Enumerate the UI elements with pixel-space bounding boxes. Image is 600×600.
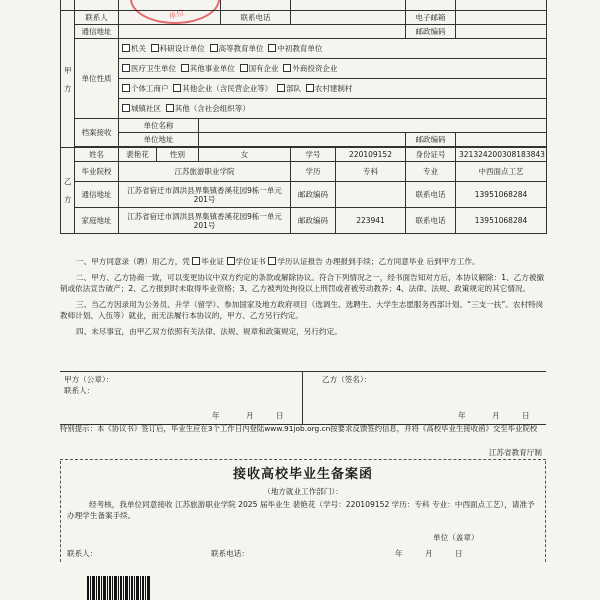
major-value: 中西面点工艺 xyxy=(456,162,547,182)
unit-type-option[interactable]: 其他事业单位 xyxy=(181,64,235,73)
mail-postcode-label: 邮政编码 xyxy=(291,182,336,208)
agreement-clauses xyxy=(60,256,548,337)
certificate-option[interactable]: 学历认证报告 xyxy=(268,257,323,266)
party-a-contact-label: 联系人 xyxy=(75,11,119,25)
archive-postcode-label: 邮政编码 xyxy=(406,133,456,147)
unit-type-option[interactable]: 城镇社区 xyxy=(122,104,161,113)
school-value: 江苏旅游职业学院 xyxy=(119,162,291,182)
special-notice: 特别提示：本《协议书》签订后，毕业生应在3个工作日内登陆www.91job.org.cn按要求反馈签约信息，并将《高校毕业生接收函》交至毕业院校 xyxy=(60,424,538,433)
signature-divider xyxy=(302,372,303,424)
party-a-email-label: 电子邮箱 xyxy=(406,11,456,25)
receipt-date-year: 年 xyxy=(395,549,403,558)
party-b-date-day: 日 xyxy=(522,411,530,420)
seal-text: 单位 xyxy=(167,7,186,22)
student-name-label: 姓名 xyxy=(75,148,119,162)
unit-type-option[interactable]: 其他（含社会组织等） xyxy=(166,104,250,113)
degree-value: 专科 xyxy=(336,162,406,182)
unit-type-option[interactable]: 部队 xyxy=(277,84,301,93)
contact-phone-label: 联系电话 xyxy=(406,182,456,208)
unit-type-label: 单位性质 xyxy=(75,39,119,119)
party-a-contact-sign-label: 联系人： xyxy=(64,386,95,395)
id-card-value: 321324200308183843 xyxy=(456,148,547,162)
issuer-label: 江苏省教育厅制 xyxy=(488,448,542,457)
party-a-date-month: 月 xyxy=(246,411,254,420)
gender-value: 女 xyxy=(199,148,291,162)
home-phone-value: 13951068284 xyxy=(456,208,547,234)
major-label: 专业 xyxy=(406,162,456,182)
unit-type-option[interactable]: 中初教育单位 xyxy=(268,44,322,53)
party-a-postcode-label: 邮政编码 xyxy=(406,25,456,39)
party-a-address-label: 通信地址 xyxy=(75,25,119,39)
receipt-title: 接收高校毕业生备案函 xyxy=(232,467,373,482)
unit-type-option[interactable]: 科研设计单位 xyxy=(151,44,205,53)
home-postcode-label: 邮政编码 xyxy=(291,208,336,234)
unit-type-row-1 xyxy=(119,39,547,59)
unit-type-option[interactable]: 医疗卫生单位 xyxy=(122,64,176,73)
signature-box xyxy=(60,371,546,425)
archive-unit-address-label: 单位地址 xyxy=(119,133,199,147)
home-address-label: 家庭地址 xyxy=(75,208,119,234)
unit-type-option[interactable]: 国有企业 xyxy=(240,64,279,73)
receipt-date-month: 月 xyxy=(425,549,433,558)
gender-label: 性别 xyxy=(157,148,199,162)
student-id-label: 学号 xyxy=(291,148,336,162)
party-a-date-day: 日 xyxy=(276,411,284,420)
party-b-side-label: 乙 方 xyxy=(61,148,75,234)
party-a-seal-label: 甲方（公章）： xyxy=(64,375,114,384)
archive-unit-address-value[interactable] xyxy=(199,133,406,147)
receipt-subtitle: （地方就业工作部门）： xyxy=(263,487,343,496)
clause-1: 一、甲方同意录（聘）用乙方，凭 毕业证 学位证书 学历认证报告 办理报到手续；乙方同意毕业 后到甲方工作。 xyxy=(76,257,480,266)
receipt-phone-label: 联系电话： xyxy=(211,549,249,558)
barcode xyxy=(87,576,151,600)
home-postcode-value: 223941 xyxy=(336,208,406,234)
student-name-value: 裴艳花 xyxy=(119,148,157,162)
unit-type-option[interactable]: 机关 xyxy=(122,44,146,53)
party-b-date-month: 月 xyxy=(492,411,500,420)
party-b-sign-label: 乙方（签名）： xyxy=(322,375,372,384)
unit-type-option[interactable]: 高等教育单位 xyxy=(210,44,264,53)
party-a-date-year: 年 xyxy=(212,411,220,420)
contact-phone-value: 13951068284 xyxy=(456,182,547,208)
clause-4: 四、未尽事宜，由甲乙双方依照有关法律、法规、规章和政策规定，另行约定。 xyxy=(76,327,342,336)
party-a-contact-phone-value[interactable] xyxy=(291,11,406,25)
home-address-value: 江苏省宿迁市泗洪县界集镇香溪花园9栋一单元201号 xyxy=(119,208,291,234)
party-a-contact-value[interactable] xyxy=(119,11,221,25)
agreement-form-table xyxy=(60,0,547,234)
receipt-contact-label: 联系人： xyxy=(67,549,98,558)
receipt-letter xyxy=(60,461,546,562)
receipt-body: 经考核，我单位同意接收 江苏旅游职业学院 2025 届毕业生 裴艳花（学号：220109152 学历：专科 专业：中西面点工艺），请准予办理学生备案手续。 xyxy=(67,500,535,520)
party-a-side-label: 甲 方 xyxy=(61,11,75,148)
mail-address-value: 江苏省宿迁市泗洪县界集镇香溪花园9栋一单元201号 xyxy=(119,182,291,208)
mail-postcode-value xyxy=(336,182,406,208)
cut-line xyxy=(60,459,546,460)
archive-receive-label: 档案接收 xyxy=(75,119,119,147)
party-a-contact-phone-label: 联系电话 xyxy=(221,11,291,25)
student-id-value: 220109152 xyxy=(336,148,406,162)
archive-unit-name-value[interactable] xyxy=(199,119,547,133)
archive-postcode-value[interactable] xyxy=(456,133,547,147)
clause-2: 二、甲方、乙方协商一致，可以变更协议中双方约定的条款或解除协议。符合下列情况之一，经书面告知对方后，本协议解除：1、乙方被撤销或依法宣告破产；2、乙方报到时未取得毕业资格；3、乙方被判处拘役以上刑罚或者被劳动教养；4、法律、法规、政策规定的其它情况。 xyxy=(60,273,545,293)
certificate-option[interactable]: 毕业证 xyxy=(192,257,224,266)
school-label: 毕业院校 xyxy=(75,162,119,182)
unit-type-row-2 xyxy=(119,59,547,79)
certificate-option[interactable]: 学位证书 xyxy=(227,257,266,266)
unit-type-option[interactable]: 个体工商户 xyxy=(122,84,169,93)
unit-type-row-4 xyxy=(119,99,547,119)
home-phone-label: 联系电话 xyxy=(406,208,456,234)
clause-3: 三、当乙方因录用为公务员、升学（留学）、参加国家及地方政府项目（选调生、选聘生、大学生志愿服务西部计划、“三支一扶”、农村特岗教师计划、入伍等）就业，而无法履行本协议的，甲方、乙方另行约定。 xyxy=(60,300,544,320)
mail-address-label: 通信地址 xyxy=(75,182,119,208)
party-a-postcode-value[interactable] xyxy=(456,25,547,39)
id-card-label: 身份证号 xyxy=(406,148,456,162)
archive-unit-name-label: 单位名称 xyxy=(119,119,199,133)
degree-label: 学历 xyxy=(291,162,336,182)
party-b-date-year: 年 xyxy=(458,411,466,420)
unit-type-option[interactable]: 其他企业（含民营企业等） xyxy=(173,84,272,93)
party-a-address-value[interactable] xyxy=(119,25,406,39)
unit-type-option[interactable]: 外商投资企业 xyxy=(283,64,337,73)
unit-type-option[interactable]: 农村建制村 xyxy=(306,84,353,93)
receipt-unit-seal-label: 单位（盖章） xyxy=(433,533,479,542)
receipt-date-day: 日 xyxy=(455,549,463,558)
party-a-email-value[interactable] xyxy=(456,11,547,25)
unit-type-row-3 xyxy=(119,79,547,99)
